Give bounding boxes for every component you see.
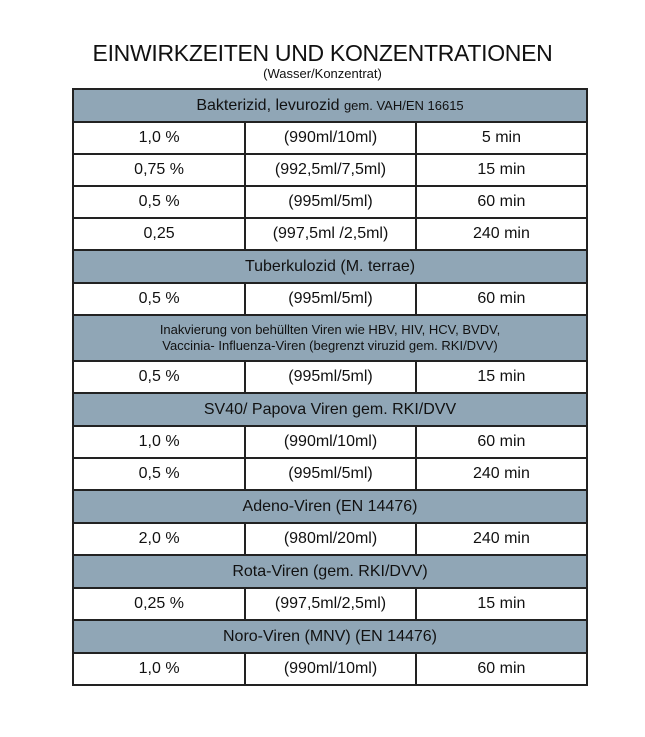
exposure-time-cell: 240 min bbox=[416, 218, 587, 250]
concentration-cell: 0,75 % bbox=[73, 154, 245, 186]
exposure-time-cell: 15 min bbox=[416, 588, 587, 620]
concentration-cell: 0,5 % bbox=[73, 361, 245, 393]
heading-text: Adeno-Viren (EN 14476) bbox=[242, 497, 418, 515]
concentration-cell: 0,25 bbox=[73, 218, 245, 250]
heading-standard: gem. VAH/EN 16615 bbox=[343, 97, 464, 113]
section-header bbox=[73, 555, 587, 588]
section-heading bbox=[73, 250, 587, 283]
concentration-table bbox=[72, 88, 588, 686]
concentration-cell: 2,0 % bbox=[73, 523, 245, 555]
section-heading bbox=[73, 555, 587, 588]
mix-ratio-cell: (995ml/5ml) bbox=[245, 458, 416, 490]
concentration-cell: 1,0 % bbox=[73, 653, 245, 685]
section-heading bbox=[73, 393, 587, 426]
exposure-time-cell: 60 min bbox=[416, 653, 587, 685]
heading-text-line2: Vaccinia- Influenza-Viren (begrenzt viruzid gem. RKI/DVV) bbox=[162, 338, 498, 353]
mix-ratio-cell: (990ml/10ml) bbox=[245, 653, 416, 685]
page-subtitle: (Wasser/Konzentrat) bbox=[263, 66, 382, 81]
section-header bbox=[73, 490, 587, 523]
section-header bbox=[73, 315, 587, 361]
table-row bbox=[73, 218, 587, 250]
mix-ratio-cell: (995ml/5ml) bbox=[245, 361, 416, 393]
concentration-cell: 1,0 % bbox=[73, 122, 245, 154]
mix-ratio-cell: (997,5ml /2,5ml) bbox=[245, 218, 416, 250]
heading-text: SV40/ Papova Viren gem. RKI/DVV bbox=[203, 400, 457, 418]
mix-ratio-cell: (992,5ml/7,5ml) bbox=[245, 154, 416, 186]
concentration-cell: 1,0 % bbox=[73, 426, 245, 458]
heading-text: Rota-Viren (gem. RKI/DVV) bbox=[232, 562, 428, 580]
table-row bbox=[73, 361, 587, 393]
section-header bbox=[73, 393, 587, 426]
table-row bbox=[73, 186, 587, 218]
mix-ratio-cell: (980ml/20ml) bbox=[245, 523, 416, 555]
mix-ratio-cell: (995ml/5ml) bbox=[245, 186, 416, 218]
exposure-time-cell: 15 min bbox=[416, 361, 587, 393]
exposure-time-cell: 15 min bbox=[416, 154, 587, 186]
table-row bbox=[73, 653, 587, 685]
exposure-time-cell: 240 min bbox=[416, 523, 587, 555]
exposure-time-cell: 60 min bbox=[416, 186, 587, 218]
section-heading bbox=[73, 620, 587, 653]
heading-text: Inakvierung von behüllten Viren wie HBV, HIV, HCV, BVDV, bbox=[159, 322, 501, 337]
section-heading bbox=[73, 315, 587, 361]
concentration-cell: 0,5 % bbox=[73, 458, 245, 490]
mix-ratio-cell: (990ml/10ml) bbox=[245, 426, 416, 458]
mix-ratio-cell: (997,5ml/2,5ml) bbox=[245, 588, 416, 620]
section-heading bbox=[73, 490, 587, 523]
concentration-cell: 0,5 % bbox=[73, 186, 245, 218]
table-row bbox=[73, 523, 587, 555]
exposure-time-cell: 5 min bbox=[416, 122, 587, 154]
table-row bbox=[73, 458, 587, 490]
section-header bbox=[73, 620, 587, 653]
heading-text: Bakterizid, levurozid bbox=[196, 96, 340, 114]
exposure-time-cell: 60 min bbox=[416, 426, 587, 458]
concentration-cell: 0,25 % bbox=[73, 588, 245, 620]
exposure-time-cell: 60 min bbox=[416, 283, 587, 315]
page-title: EINWIRKZEITEN UND KONZENTRATIONEN bbox=[92, 40, 553, 66]
exposure-time-cell: 240 min bbox=[416, 458, 587, 490]
table-row bbox=[73, 122, 587, 154]
table-row bbox=[73, 426, 587, 458]
mix-ratio-cell: (990ml/10ml) bbox=[245, 122, 416, 154]
table-row bbox=[73, 283, 587, 315]
section-header bbox=[73, 89, 587, 122]
concentration-cell: 0,5 % bbox=[73, 283, 245, 315]
heading-text: Noro-Viren (MNV) (EN 14476) bbox=[223, 627, 437, 645]
table-row bbox=[73, 154, 587, 186]
mix-ratio-cell: (995ml/5ml) bbox=[245, 283, 416, 315]
heading-text: Tuberkulozid (M. terrae) bbox=[244, 257, 416, 275]
section-heading bbox=[73, 89, 587, 122]
section-header bbox=[73, 250, 587, 283]
table-row bbox=[73, 588, 587, 620]
